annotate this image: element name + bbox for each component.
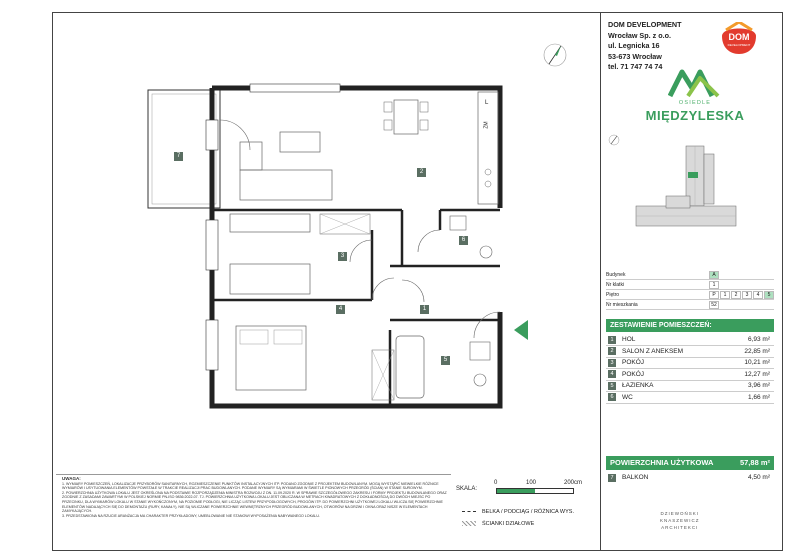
- balcony-row: [606, 472, 774, 483]
- legend-partition: [462, 518, 574, 530]
- room-number: 4: [608, 370, 616, 378]
- info-row-klatka: [606, 280, 774, 290]
- usable-area-label: POWIERZCHNIA UŻYTKOWA: [610, 458, 714, 467]
- note-2: 2. POWIERZCHNIA UŻYTKOWA LOKALU JEST OKREŚLONA NA PODSTAWIE ROZPORZĄDZENIA MINISTRA ROZWOJU Z DN. 11.09.2020 R. W SPRAWIE SZCZEGÓŁOWEGO ZAKRESU I FORMY PROJEKTU BUDOWLANEGO ORAZ ZGODNIE Z ZASADAMI ZAWARTYMI W POLSKIEJ NORMIE PN-ISO 9836:2022-07. TJ. POWIERZCHNIA UŻYTKOWA LOKALU JEST OBLICZANA W METRACH KWADRATOWYCH Z DOKŁADNOŚCIĄ DO DWÓCH MIEJSC PO PRZECINKU, DLA WYMIARÓW LOKALU W STANIE WYKOŃCZONYM, NA POZIOMIE PODŁOGI, NIE LICZĄC LISTEW PRZYPODŁOGOWYCH, PROGÓW ITP. DO POWIERZCHNI UŻYTKOWEJ LOKALU WLICZA SIĘ POWIERZCHNIE ELEMENTÓW NADAJĄCYCH SIĘ DO DEMONTAŻU (RURY, KANAŁY), NIE SĄ WLICZANE POWIERZCHNIE WEWNĘTRZNYCH PRZEGRÓD BUDOWLANYCH, OTWORÓW NA DRZWI I OKNA ORAZ NISZE W ELEMENTACH ZAMYKAJĄCYCH.: [62, 490, 447, 514]
- budynek-value: A: [709, 271, 719, 279]
- room-name: WC: [622, 393, 633, 401]
- architect-line2: KNASZEWICZ: [660, 518, 700, 523]
- floor-cell: 1: [720, 291, 730, 299]
- site-map: [606, 132, 776, 256]
- room-row: [606, 369, 774, 381]
- room-name: POKÓJ: [622, 359, 645, 366]
- floor-cell: 4: [753, 291, 763, 299]
- notes-title: UWAGA:: [62, 476, 81, 481]
- room-row: [606, 334, 774, 346]
- legend-beam: [462, 506, 574, 518]
- zm-label: ZM: [483, 121, 490, 129]
- mieszkanie-value: 52: [709, 301, 719, 309]
- info-label: Nr mieszkania: [606, 300, 660, 310]
- usable-area-value: 57,88 m²: [739, 458, 770, 467]
- room-number: 3: [608, 359, 616, 367]
- estate-name: MIĘDZYLESKA: [645, 108, 745, 123]
- architect-logo: [660, 510, 700, 531]
- room-area: 4,50 m²: [747, 474, 770, 481]
- plan-label-3: 3: [338, 252, 347, 261]
- note-1: 1. WYMIARY POMIESZCZEŃ, LOKALIZACJE PRZYBORÓW SANITARNYCH, ROZMIESZCZENIE PUNKTÓW INSTALACYJNYCH ITP. PODANO ZGODNIE Z PROJEKTEM BUDOWLANYM. MOGĄ WYSTĄPIĆ NIEWIELKIE RÓŻNICE WYMIARÓW I USYTUOWANIA ELEMENTÓW POWSTAŁE W TRAKCIE REALIZACJI PRAC BUDOWLANYCH. PODANE WYMIARY SĄ WYMIARAMI W ŚWIETLE PIONOWYCH PRZEGRÓD (ŚCIAN) W STANIE SUROWYM.: [62, 481, 439, 491]
- scale-tick-200: 200cm: [564, 480, 583, 486]
- fridge-label: L: [485, 100, 489, 106]
- info-row-mieszkanie: [606, 300, 774, 310]
- usable-area-bar: [606, 456, 774, 470]
- room-number: 2: [608, 347, 616, 355]
- room-area: 3,96 m²: [747, 382, 770, 389]
- room-area: 6,93 m²: [747, 336, 770, 343]
- room-area: 10,21 m²: [744, 359, 770, 366]
- scale-tick-100: 100: [526, 480, 537, 486]
- floor-cell: 2: [731, 291, 741, 299]
- info-label: Piętro: [606, 290, 660, 300]
- info-row-pietro: [606, 290, 774, 300]
- note-3: 3. PRZEDSTAWIONA NA RZUCIE ARANŻACJA MA CHARAKTER PRZYKŁADOWY, UMEBLOWANIE NIE STANOWI WYPOSAŻENIA NABYWANEGO LOKALU.: [62, 513, 320, 518]
- info-row-budynek: [606, 270, 774, 280]
- estate-sub: OSIEDLE: [678, 100, 712, 106]
- room-area: 12,27 m²: [744, 370, 770, 378]
- rooms-header: ZESTAWIENIE POMIESZCZEŃ:: [606, 319, 774, 332]
- plan-label-5: 5: [441, 356, 450, 365]
- room-name: POKÓJ: [622, 370, 645, 378]
- floor-cell: 3: [742, 291, 752, 299]
- room-row: [606, 346, 774, 358]
- dom-logo-text: DOM: [728, 32, 750, 42]
- dom-development-logo: [718, 22, 760, 56]
- floor-cell: P: [709, 291, 719, 299]
- room-row: [606, 380, 774, 392]
- estate-mountain-icon: [668, 68, 722, 98]
- scale-label: SKALA:: [456, 486, 478, 492]
- plan-label-7: 7: [174, 152, 183, 161]
- room-number: 7: [608, 474, 616, 482]
- room-area: 22,85 m²: [744, 347, 770, 355]
- room-name: ŁAZIENKA: [622, 382, 654, 389]
- floor-cell: 5: [764, 291, 774, 299]
- legend-beam-label: BELKA / PODCIĄG / RÓŻNICA WYS.: [482, 509, 574, 515]
- legend: [462, 506, 574, 530]
- company-info: [608, 20, 681, 73]
- estate-logo: [640, 68, 750, 126]
- room-name: SALON Z ANEKSEM: [622, 347, 684, 355]
- company-name: DOM DEVELOPMENT: [608, 20, 682, 29]
- architect-line1: DZIEWOŃSKI: [660, 511, 700, 516]
- company-phone: tel. 71 747 74 74: [608, 62, 663, 71]
- plan-label-2: 2: [417, 168, 426, 177]
- info-label: Nr klatki: [606, 280, 660, 290]
- room-name: HOL: [622, 336, 636, 343]
- dom-logo-sub: DEVELOPMENT: [727, 43, 751, 47]
- room-area: 1,66 m²: [747, 393, 770, 401]
- notes: [56, 474, 451, 549]
- room-number: 1: [608, 336, 616, 344]
- room-number: 6: [608, 393, 616, 401]
- room-number: 5: [608, 382, 616, 390]
- apartment-info-table: [606, 270, 774, 310]
- plan-label-6: 6: [459, 236, 468, 245]
- legend-partition-label: ŚCIANKI DZIAŁOWE: [482, 521, 535, 527]
- scale-tick-0: 0: [494, 480, 498, 486]
- compass-icon: [540, 40, 570, 70]
- architect-line3: ARCHITEKCI: [661, 525, 699, 530]
- plan-label-4: 4: [336, 305, 345, 314]
- plan-label-1: 1: [420, 305, 429, 314]
- room-name: BALKON: [622, 474, 649, 481]
- company-street: ul. Legnicka 16: [608, 41, 660, 50]
- floor-plan: [140, 80, 540, 420]
- company-city: 53-673 Wrocław: [608, 51, 662, 61]
- company-legal: Wrocław Sp. z o.o.: [608, 30, 671, 40]
- klatka-value: 1: [709, 281, 719, 289]
- room-row: [606, 392, 774, 404]
- info-label: Budynek: [606, 270, 660, 280]
- room-row: [606, 357, 774, 369]
